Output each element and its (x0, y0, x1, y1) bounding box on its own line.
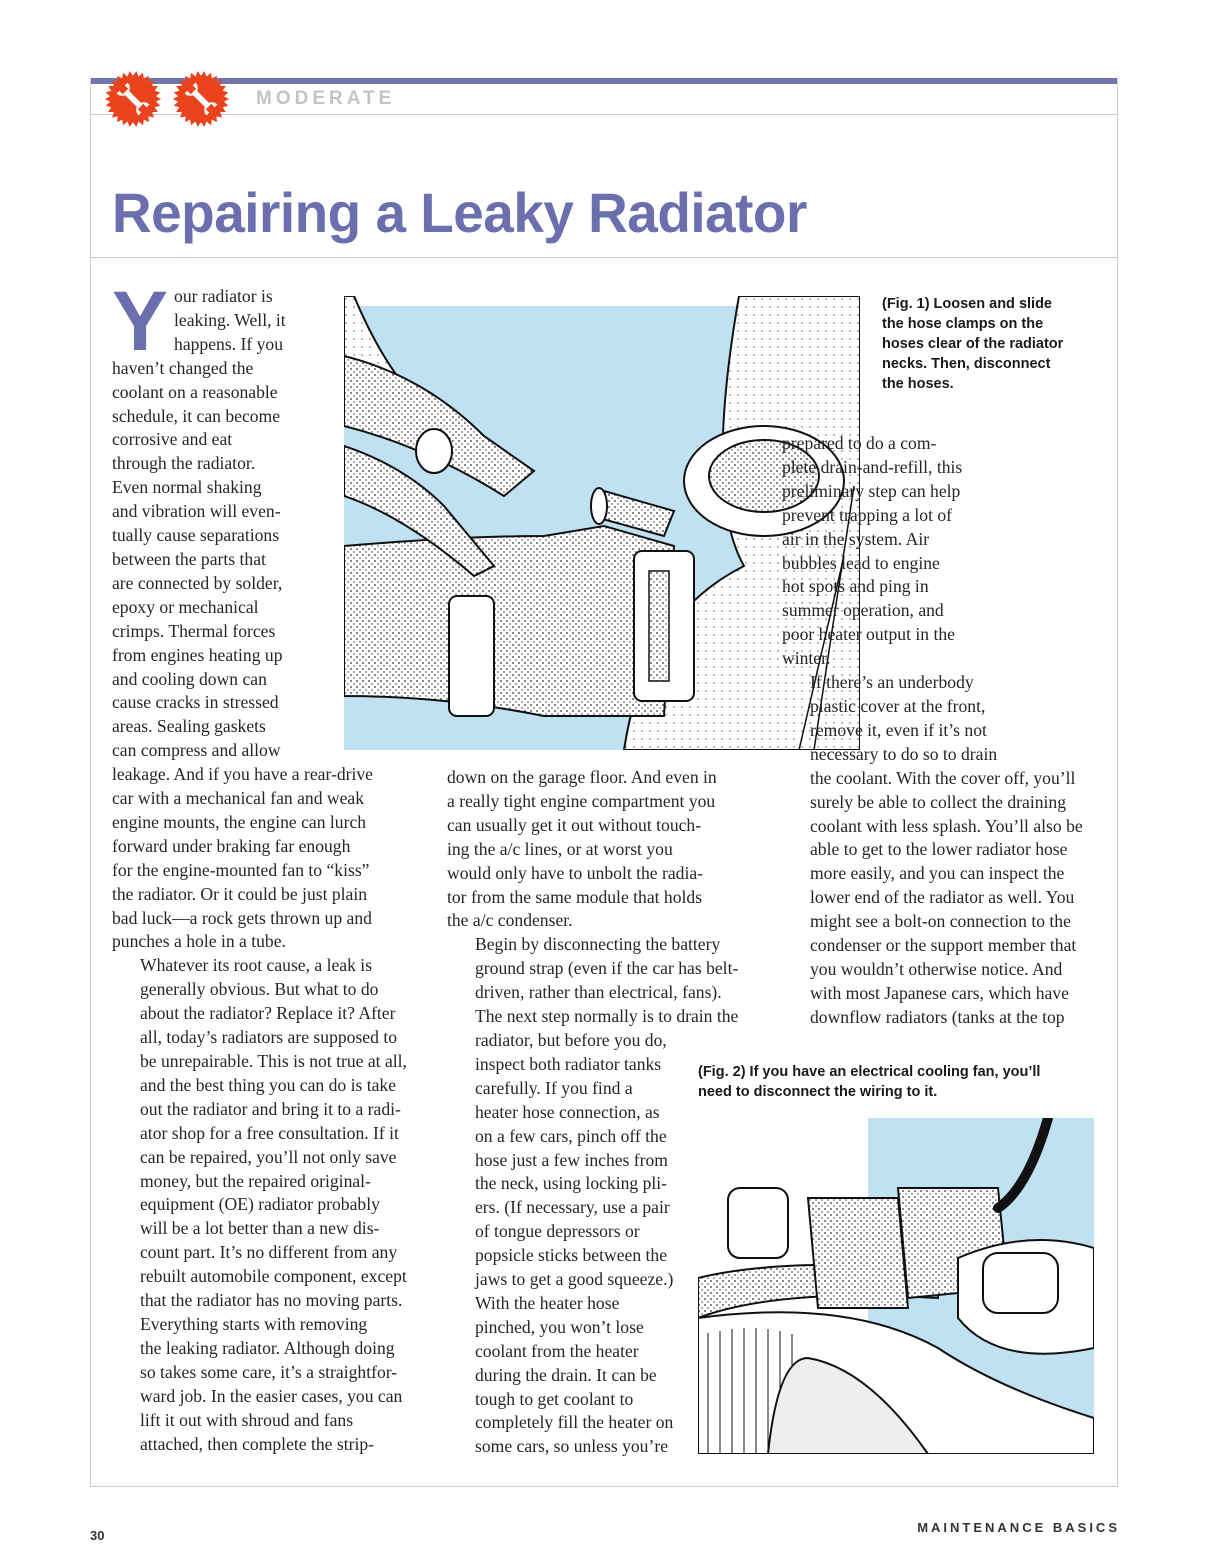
text-line: our radiator is (174, 286, 273, 306)
text-line: necessary to do so to drain (810, 743, 998, 764)
article-column-3 (782, 432, 1112, 1030)
text-line: be unrepairable. This is not true at all, (140, 1051, 407, 1071)
text-line: corrosive and eat (112, 429, 233, 450)
text-line: might see a bolt-on connection to the (810, 911, 1071, 932)
text-line: downflow radiators (tanks at the top (810, 1006, 1065, 1027)
text-line: punches a hole in a tube. (112, 931, 286, 952)
text-line: that the radiator has no moving parts. (140, 1290, 403, 1311)
text-line: inspect both radiator tanks (475, 1053, 662, 1074)
wrench-badge-icon (172, 70, 230, 128)
text-line: areas. Sealing gaskets (112, 716, 266, 737)
text-line: ward job. In the easier cases, you can (140, 1385, 403, 1406)
text-line: prepared to do a com- (782, 433, 937, 453)
text-line: leaking. Well, it (174, 309, 286, 330)
text-line: leakage. And if you have a rear-drive (112, 764, 373, 785)
text-line: If there’s an underbody (810, 672, 974, 693)
paragraph (447, 766, 777, 933)
text-line: haven’t changed the (112, 357, 254, 378)
text-line: on a few cars, pinch off the (475, 1125, 667, 1146)
text-line: ator shop for a free consultation. If it (140, 1122, 399, 1143)
text-line: a really tight engine compartment you (447, 790, 716, 811)
text-line: surely be able to collect the draining (810, 791, 1066, 812)
text-line: epoxy or mechanical (112, 596, 259, 617)
text-line: during the drain. It can be (475, 1364, 657, 1385)
text-line: with most Japanese cars, which have (810, 982, 1069, 1003)
text-line: The next step normally is to drain the (475, 1006, 739, 1027)
text-line: remove it, even if it’s not (810, 719, 987, 740)
text-line: preliminary step can help (782, 480, 961, 501)
caption-line: (Fig. 2) If you have an electrical cooling fan, you’ll (698, 1064, 1041, 1080)
text-line: With the heater hose (475, 1292, 620, 1313)
text-line: for the engine-mounted fan to “kiss” (112, 859, 370, 880)
text-line: the leaking radiator. Although doing (140, 1337, 395, 1358)
text-line: the coolant. With the cover off, you’ll (810, 767, 1076, 788)
wrench-badge-icon (104, 70, 162, 128)
text-line: tor from the same module that holds (447, 886, 703, 907)
paragraph (782, 671, 1112, 1030)
title-divider (90, 257, 1117, 258)
page-number: 30 (90, 1528, 105, 1543)
text-line: through the radiator. (112, 453, 256, 474)
text-line: completely fill the heater on (475, 1412, 674, 1433)
text-line: poor heater output in the (782, 624, 955, 645)
text-line: count part. It’s no different from any (140, 1242, 398, 1263)
text-line: the a/c condenser. (447, 910, 573, 931)
text-line: summer operation, and (782, 600, 944, 621)
text-line: condenser or the support member that (810, 935, 1077, 956)
text-line: Everything starts with removing (140, 1313, 368, 1334)
text-line: the radiator. Or it could be just plain (112, 883, 368, 904)
text-line: plastic cover at the front, (810, 695, 986, 716)
text-line: from engines heating up (112, 644, 283, 665)
text-line: down on the garage floor. And even in (447, 767, 717, 787)
text-line: some cars, so unless you’re (475, 1436, 668, 1457)
text-line: lower end of the radiator as well. You (810, 887, 1075, 908)
text-line: you wouldn’t otherwise notice. And (810, 958, 1063, 979)
paragraph (112, 1313, 432, 1456)
figure-2-illustration (698, 1118, 1094, 1454)
text-line: would only have to unbolt the radia- (447, 862, 704, 883)
text-line: heater hose connection, as (475, 1101, 660, 1122)
text-line: forward under braking far enough (112, 835, 351, 856)
text-line: carefully. If you find a (475, 1077, 633, 1098)
drop-cap: Y (112, 274, 169, 368)
text-line: of tongue depressors or (475, 1221, 640, 1242)
text-line: driven, rather than electrical, fans). (475, 982, 722, 1003)
text-line: cause cracks in stressed (112, 692, 279, 713)
caption-line: the hoses. (882, 376, 954, 392)
text-line: generally obvious. But what to do (140, 979, 379, 1000)
text-line: can usually get it out without touch- (447, 814, 702, 835)
text-line: can be repaired, you’ll not only save (140, 1146, 397, 1167)
text-line: happens. If you (174, 333, 283, 354)
text-line: will be a lot better than a new dis- (140, 1218, 380, 1239)
text-line: more easily, and you can inspect the (810, 863, 1065, 884)
text-line: out the radiator and bring it to a radi- (140, 1098, 401, 1119)
text-line: Begin by disconnecting the battery (475, 934, 721, 955)
text-line: equipment (OE) radiator probably (140, 1194, 380, 1215)
text-line: coolant on a reasonable (112, 381, 278, 402)
figure-1-caption (882, 294, 1107, 394)
text-line: hose just a few inches from (475, 1149, 668, 1170)
text-line: all, today’s radiators are supposed to (140, 1027, 397, 1048)
caption-line: need to disconnect the wiring to it. (698, 1084, 938, 1100)
text-line: can compress and allow (112, 740, 281, 761)
text-line: bubbles lead to engine (782, 552, 940, 573)
text-line: hot spots and ping in (782, 576, 929, 597)
text-line: tually cause separations (112, 525, 280, 546)
caption-line: the hose clamps on the (882, 316, 1044, 332)
figure-2-caption (698, 1062, 1108, 1102)
text-line: and the best thing you can do is take (140, 1074, 397, 1095)
text-line: car with a mechanical fan and weak (112, 788, 365, 809)
text-line: radiator, but before you do, (475, 1029, 667, 1050)
text-line: Whatever its root cause, a leak is (140, 955, 373, 976)
section-name: MAINTENANCE BASICS (917, 1520, 1120, 1535)
text-line: popsicle sticks between the (475, 1245, 668, 1266)
text-line: schedule, it can become (112, 405, 281, 426)
text-line: lift it out with shroud and fans (140, 1409, 354, 1430)
text-line: winter. (782, 648, 831, 669)
text-line: prevent trapping a lot of (782, 504, 953, 525)
text-line: about the radiator? Replace it? After (140, 1003, 396, 1024)
text-line: bad luck—a rock gets thrown up and (112, 907, 372, 928)
text-line: plete drain-and-refill, this (782, 456, 963, 477)
text-line: engine mounts, the engine can lurch (112, 811, 367, 832)
text-line: jaws to get a good squeeze.) (475, 1269, 674, 1290)
text-line: Even normal shaking (112, 477, 262, 498)
paragraph (112, 954, 432, 1313)
text-line: tough to get coolant to (475, 1388, 634, 1409)
text-line: ers. (If necessary, use a pair (475, 1197, 670, 1218)
text-line: the neck, using locking pli- (475, 1173, 668, 1194)
text-line: pinched, you won’t lose (475, 1316, 644, 1337)
text-line: so takes some care, it’s a straightfor- (140, 1361, 398, 1382)
text-line: coolant from the heater (475, 1340, 639, 1361)
text-line: crimps. Thermal forces (112, 620, 276, 641)
caption-line: (Fig. 1) Loosen and slide (882, 296, 1052, 312)
difficulty-label: MODERATE (256, 88, 396, 109)
text-line: attached, then complete the strip- (140, 1433, 375, 1454)
text-line: are connected by solder, (112, 572, 283, 593)
caption-line: necks. Then, disconnect (882, 356, 1051, 372)
text-line: ing the a/c lines, or at worst you (447, 838, 673, 859)
text-line: air in the system. Air (782, 528, 930, 549)
paragraph (782, 432, 1112, 671)
text-line: between the parts that (112, 548, 266, 569)
text-line: and vibration will even- (112, 501, 281, 522)
text-line: coolant with less splash. You’ll also be (810, 815, 1083, 836)
caption-line: hoses clear of the radiator (882, 336, 1064, 352)
text-line: ground strap (even if the car has belt- (475, 958, 739, 979)
text-line: rebuilt automobile component, except (140, 1266, 407, 1287)
text-line: money, but the repaired original- (140, 1170, 371, 1191)
text-line: able to get to the lower radiator hose (810, 839, 1068, 860)
text-line: and cooling down can (112, 668, 267, 689)
page-title: Repairing a Leaky Radiator (112, 181, 807, 244)
